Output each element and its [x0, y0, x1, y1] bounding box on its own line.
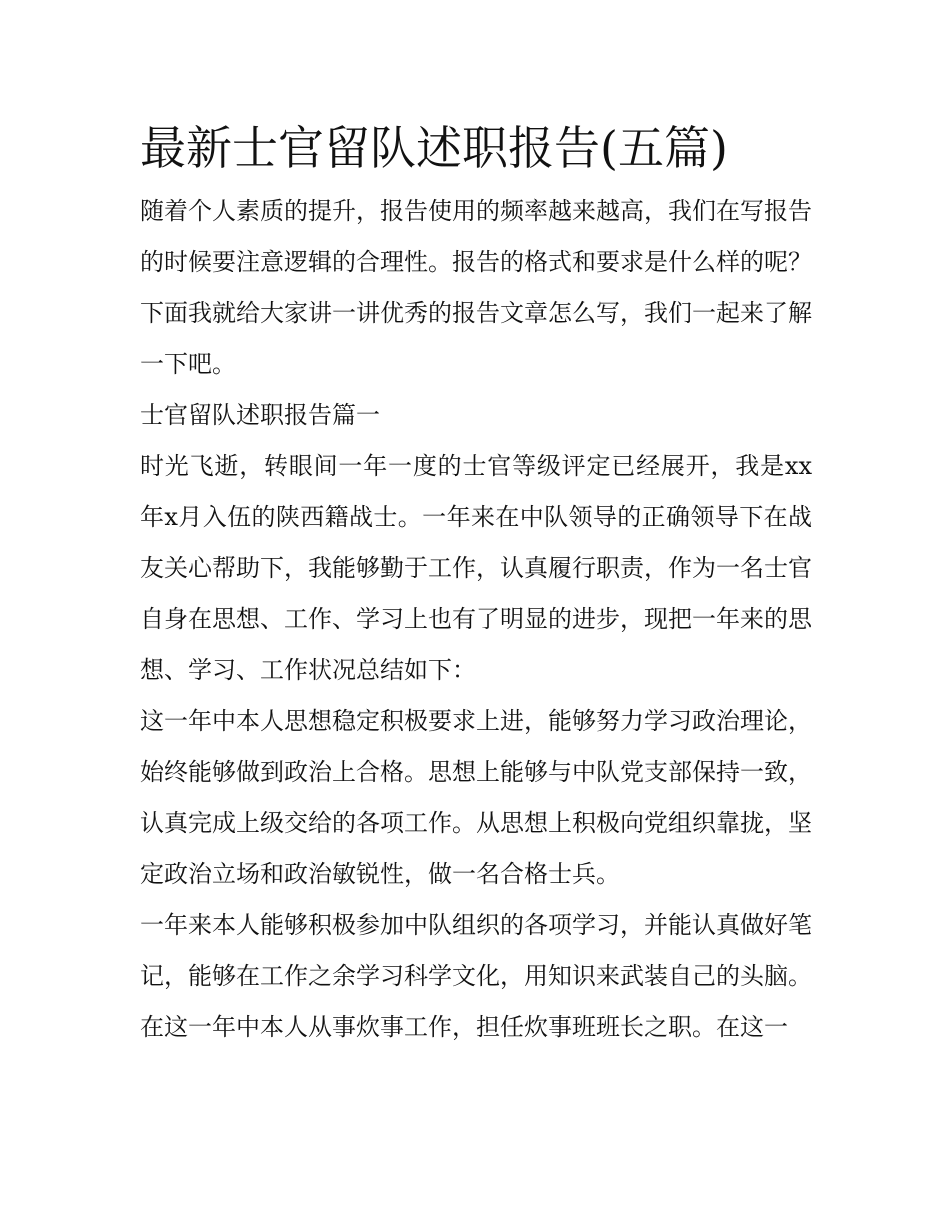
body-paragraph: 一年来本人能够积极参加中队组织的各项学习，并能认真做好笔记，能够在工作之余学习科学文化，用知识来武装自己的头脑。 [140, 911, 812, 990]
section-heading: 士官留队述职报告篇一 [140, 401, 380, 429]
body-paragraph: 在这一年中本人从事炊事工作，担任炊事班班长之职。在这一 [140, 1013, 788, 1041]
body-paragraph: 这一年中本人思想稳定积极要求上进，能够努力学习政治理论，始终能够做到政治上合格。思想上能够与中队党支部保持一致，认真完成上级交给的各项工作。从思想上积极向党组织靠拢，坚定政治立场和政治敏锐性，做一名合格士兵。 [140, 707, 812, 888]
body-paragraph: 时光飞逝，转眼间一年一度的士官等级评定已经展开，我是xx年x月入伍的陕西籍战士。一年来在中队领导的正确领导下在战友关心帮助下，我能够勤于工作，认真履行职责，作为一名士官自身在思想、工作、学习上也有了明显的进步，现把一年来的思想、学习、工作状况总结如下： [140, 452, 812, 684]
intro-paragraph: 随着个人素质的提升，报告使用的频率越来越高，我们在写报告的时候要注意逻辑的合理性。报告的格式和要求是什么样的呢？下面我就给大家讲一讲优秀的报告文章怎么写，我们一起来了解一下吧。 [140, 197, 812, 378]
document-page [140, 110, 812, 1053]
document-title: 最新士官留队述职报告(五篇) [140, 121, 728, 175]
